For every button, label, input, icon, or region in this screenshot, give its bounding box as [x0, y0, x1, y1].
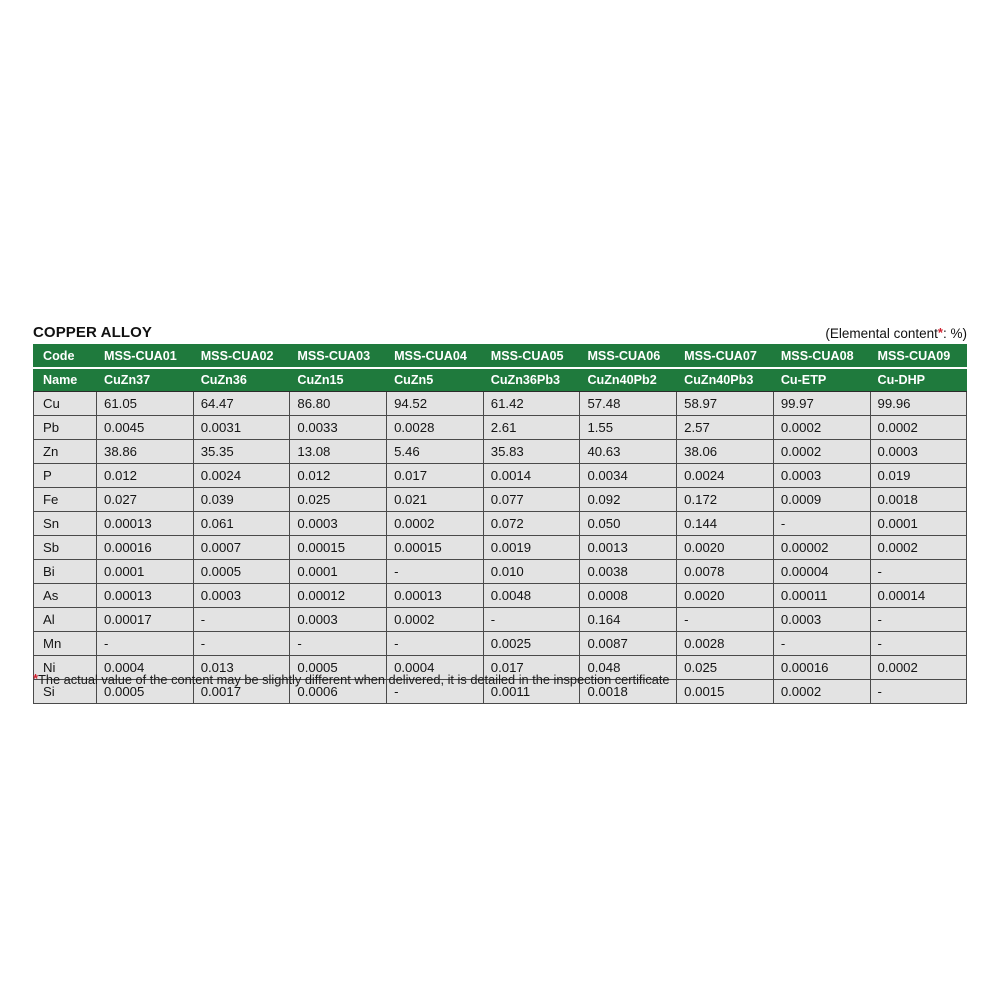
composition-value-cell: - — [97, 632, 194, 656]
composition-value-cell: 0.0003 — [290, 512, 387, 536]
composition-value-cell: - — [870, 560, 967, 584]
unit-note-asterisk: * — [937, 324, 943, 340]
composition-value-cell: 61.42 — [483, 392, 580, 416]
composition-value-cell: 1.55 — [580, 416, 677, 440]
composition-value-cell: 0.027 — [97, 488, 194, 512]
composition-value-cell: 0.0003 — [870, 440, 967, 464]
header-row-name — [34, 368, 967, 392]
table-row — [34, 464, 967, 488]
header-cell-name: CuZn36Pb3 — [483, 368, 580, 392]
footnote — [33, 671, 670, 687]
header-cell-name: CuZn36 — [193, 368, 290, 392]
composition-value-cell: 0.0008 — [580, 584, 677, 608]
composition-value-cell: 0.048 — [580, 656, 677, 680]
alloy-table-container — [33, 344, 967, 704]
composition-value-cell: 35.35 — [193, 440, 290, 464]
table-row — [34, 440, 967, 464]
composition-value-cell: 0.010 — [483, 560, 580, 584]
page-title: COPPER ALLOY — [33, 324, 152, 341]
composition-value-cell: 0.00016 — [97, 536, 194, 560]
composition-value-cell: 0.092 — [580, 488, 677, 512]
composition-value-cell: 0.0045 — [97, 416, 194, 440]
element-symbol-cell: Si — [34, 680, 97, 704]
composition-value-cell: 0.00013 — [387, 584, 484, 608]
composition-value-cell: - — [290, 632, 387, 656]
composition-value-cell: 0.0005 — [193, 560, 290, 584]
table-row — [34, 608, 967, 632]
composition-value-cell: - — [193, 608, 290, 632]
table-row — [34, 416, 967, 440]
table-body — [34, 392, 967, 704]
composition-value-cell: 0.0028 — [677, 632, 774, 656]
composition-value-cell: 0.0005 — [290, 656, 387, 680]
table-row — [34, 512, 967, 536]
element-symbol-cell: Bi — [34, 560, 97, 584]
composition-value-cell: 0.0014 — [483, 464, 580, 488]
composition-value-cell: 0.164 — [580, 608, 677, 632]
composition-value-cell: 0.0004 — [387, 656, 484, 680]
composition-value-cell: 0.019 — [870, 464, 967, 488]
composition-value-cell: 94.52 — [387, 392, 484, 416]
composition-value-cell: - — [870, 632, 967, 656]
composition-value-cell: 0.0002 — [870, 416, 967, 440]
composition-value-cell: - — [870, 680, 967, 704]
header-cell-name: CuZn15 — [290, 368, 387, 392]
composition-value-cell: 2.61 — [483, 416, 580, 440]
composition-value-cell: 0.00002 — [773, 536, 870, 560]
composition-value-cell: 0.077 — [483, 488, 580, 512]
composition-value-cell: 0.00016 — [773, 656, 870, 680]
composition-value-cell: 0.144 — [677, 512, 774, 536]
composition-value-cell: 0.0013 — [580, 536, 677, 560]
element-symbol-cell: Ni — [34, 656, 97, 680]
composition-value-cell: 0.025 — [677, 656, 774, 680]
composition-value-cell: 35.83 — [483, 440, 580, 464]
composition-value-cell: 64.47 — [193, 392, 290, 416]
composition-value-cell: - — [483, 608, 580, 632]
header-cell-code: MSS-CUA09 — [870, 345, 967, 369]
header-cell-name-label: Name — [34, 368, 97, 392]
composition-value-cell: 0.0019 — [483, 536, 580, 560]
composition-value-cell: 0.017 — [387, 464, 484, 488]
composition-value-cell: 0.172 — [677, 488, 774, 512]
composition-value-cell: 0.0001 — [97, 560, 194, 584]
composition-value-cell: 0.0003 — [193, 584, 290, 608]
header-cell-code: MSS-CUA03 — [290, 345, 387, 369]
composition-value-cell: 0.050 — [580, 512, 677, 536]
composition-value-cell: 0.0034 — [580, 464, 677, 488]
table-head — [34, 345, 967, 392]
composition-value-cell: 0.025 — [290, 488, 387, 512]
composition-value-cell: 0.017 — [483, 656, 580, 680]
composition-value-cell: 0.0087 — [580, 632, 677, 656]
composition-value-cell: - — [773, 632, 870, 656]
table-row — [34, 560, 967, 584]
composition-value-cell: 38.06 — [677, 440, 774, 464]
header-cell-code: MSS-CUA01 — [97, 345, 194, 369]
composition-value-cell: 0.0024 — [193, 464, 290, 488]
composition-value-cell: 0.0001 — [870, 512, 967, 536]
footnote-text: The actual value of the content may be slightly different when delivered, it is detailed in the inspection certificate — [38, 672, 670, 687]
table-caption-row — [33, 314, 967, 340]
composition-value-cell: 0.0007 — [193, 536, 290, 560]
composition-value-cell: 0.0002 — [387, 608, 484, 632]
composition-value-cell: 99.96 — [870, 392, 967, 416]
composition-value-cell: - — [773, 512, 870, 536]
header-cell-code: MSS-CUA02 — [193, 345, 290, 369]
composition-value-cell: 86.80 — [290, 392, 387, 416]
composition-value-cell: 0.0025 — [483, 632, 580, 656]
header-cell-code: MSS-CUA08 — [773, 345, 870, 369]
composition-value-cell: 0.0078 — [677, 560, 774, 584]
table-row — [34, 632, 967, 656]
composition-value-cell: 0.0001 — [290, 560, 387, 584]
composition-value-cell: - — [387, 680, 484, 704]
element-symbol-cell: Zn — [34, 440, 97, 464]
composition-value-cell: 0.0048 — [483, 584, 580, 608]
header-cell-name: CuZn40Pb3 — [677, 368, 774, 392]
composition-value-cell: 5.46 — [387, 440, 484, 464]
composition-value-cell: 0.0024 — [677, 464, 774, 488]
composition-value-cell: 0.0017 — [193, 680, 290, 704]
composition-value-cell: 0.00014 — [870, 584, 967, 608]
composition-value-cell: 0.012 — [290, 464, 387, 488]
table-row — [34, 488, 967, 512]
composition-value-cell: - — [193, 632, 290, 656]
header-cell-code: MSS-CUA05 — [483, 345, 580, 369]
composition-value-cell: 0.0028 — [387, 416, 484, 440]
footnote-asterisk: * — [33, 671, 39, 686]
table-row — [34, 536, 967, 560]
composition-value-cell: 0.0003 — [773, 464, 870, 488]
composition-value-cell: 0.0005 — [97, 680, 194, 704]
element-symbol-cell: Pb — [34, 416, 97, 440]
composition-value-cell: 0.00015 — [387, 536, 484, 560]
composition-value-cell: 0.0002 — [870, 536, 967, 560]
element-symbol-cell: As — [34, 584, 97, 608]
composition-value-cell: 0.013 — [193, 656, 290, 680]
composition-value-cell: 0.0020 — [677, 536, 774, 560]
composition-value-cell: 0.00012 — [290, 584, 387, 608]
composition-value-cell: 0.021 — [387, 488, 484, 512]
element-symbol-cell: Fe — [34, 488, 97, 512]
composition-value-cell: 0.0009 — [773, 488, 870, 512]
composition-value-cell: 0.00013 — [97, 584, 194, 608]
composition-value-cell: 38.86 — [97, 440, 194, 464]
composition-value-cell: 0.00013 — [97, 512, 194, 536]
composition-value-cell: - — [677, 608, 774, 632]
composition-value-cell: 0.0018 — [580, 680, 677, 704]
composition-value-cell: 0.00011 — [773, 584, 870, 608]
header-cell-code-label: Code — [34, 345, 97, 369]
composition-value-cell: 58.97 — [677, 392, 774, 416]
composition-value-cell: 0.0031 — [193, 416, 290, 440]
composition-value-cell: - — [387, 560, 484, 584]
composition-value-cell: 0.0002 — [773, 440, 870, 464]
composition-value-cell: 13.08 — [290, 440, 387, 464]
composition-value-cell: 0.0003 — [773, 608, 870, 632]
composition-value-cell: 2.57 — [677, 416, 774, 440]
element-symbol-cell: Mn — [34, 632, 97, 656]
unit-note — [825, 326, 967, 341]
header-cell-code: MSS-CUA07 — [677, 345, 774, 369]
composition-value-cell: 0.0002 — [773, 680, 870, 704]
composition-value-cell: 0.0015 — [677, 680, 774, 704]
composition-value-cell: 0.072 — [483, 512, 580, 536]
composition-value-cell: 0.012 — [97, 464, 194, 488]
composition-value-cell: 0.0002 — [773, 416, 870, 440]
element-symbol-cell: Sn — [34, 512, 97, 536]
composition-value-cell: 0.0002 — [387, 512, 484, 536]
header-row-code — [34, 345, 967, 369]
composition-value-cell: 40.63 — [580, 440, 677, 464]
unit-note-suffix: : %) — [942, 325, 967, 341]
composition-value-cell: 0.0006 — [290, 680, 387, 704]
table-row — [34, 392, 967, 416]
header-cell-code: MSS-CUA06 — [580, 345, 677, 369]
header-cell-name: CuZn37 — [97, 368, 194, 392]
header-cell-name: Cu-ETP — [773, 368, 870, 392]
unit-note-prefix: (Elemental content — [825, 325, 938, 341]
element-symbol-cell: Sb — [34, 536, 97, 560]
composition-value-cell: 0.00004 — [773, 560, 870, 584]
copper-alloy-composition-table — [33, 344, 967, 704]
composition-value-cell: 99.97 — [773, 392, 870, 416]
composition-value-cell: 0.0038 — [580, 560, 677, 584]
composition-value-cell: 0.0002 — [870, 656, 967, 680]
header-cell-name: Cu-DHP — [870, 368, 967, 392]
composition-value-cell: 0.039 — [193, 488, 290, 512]
composition-value-cell: - — [387, 632, 484, 656]
composition-value-cell: 0.0018 — [870, 488, 967, 512]
composition-value-cell: 0.0003 — [290, 608, 387, 632]
composition-value-cell: 57.48 — [580, 392, 677, 416]
composition-value-cell: 0.00015 — [290, 536, 387, 560]
composition-value-cell: - — [870, 608, 967, 632]
element-symbol-cell: Al — [34, 608, 97, 632]
composition-value-cell: 0.061 — [193, 512, 290, 536]
element-symbol-cell: P — [34, 464, 97, 488]
element-symbol-cell: Cu — [34, 392, 97, 416]
composition-value-cell: 0.00017 — [97, 608, 194, 632]
table-row — [34, 584, 967, 608]
header-cell-name: CuZn40Pb2 — [580, 368, 677, 392]
composition-value-cell: 0.0004 — [97, 656, 194, 680]
composition-value-cell: 0.0011 — [483, 680, 580, 704]
composition-value-cell: 0.0033 — [290, 416, 387, 440]
composition-value-cell: 0.0020 — [677, 584, 774, 608]
composition-value-cell: 61.05 — [97, 392, 194, 416]
header-cell-name: CuZn5 — [387, 368, 484, 392]
header-cell-code: MSS-CUA04 — [387, 345, 484, 369]
